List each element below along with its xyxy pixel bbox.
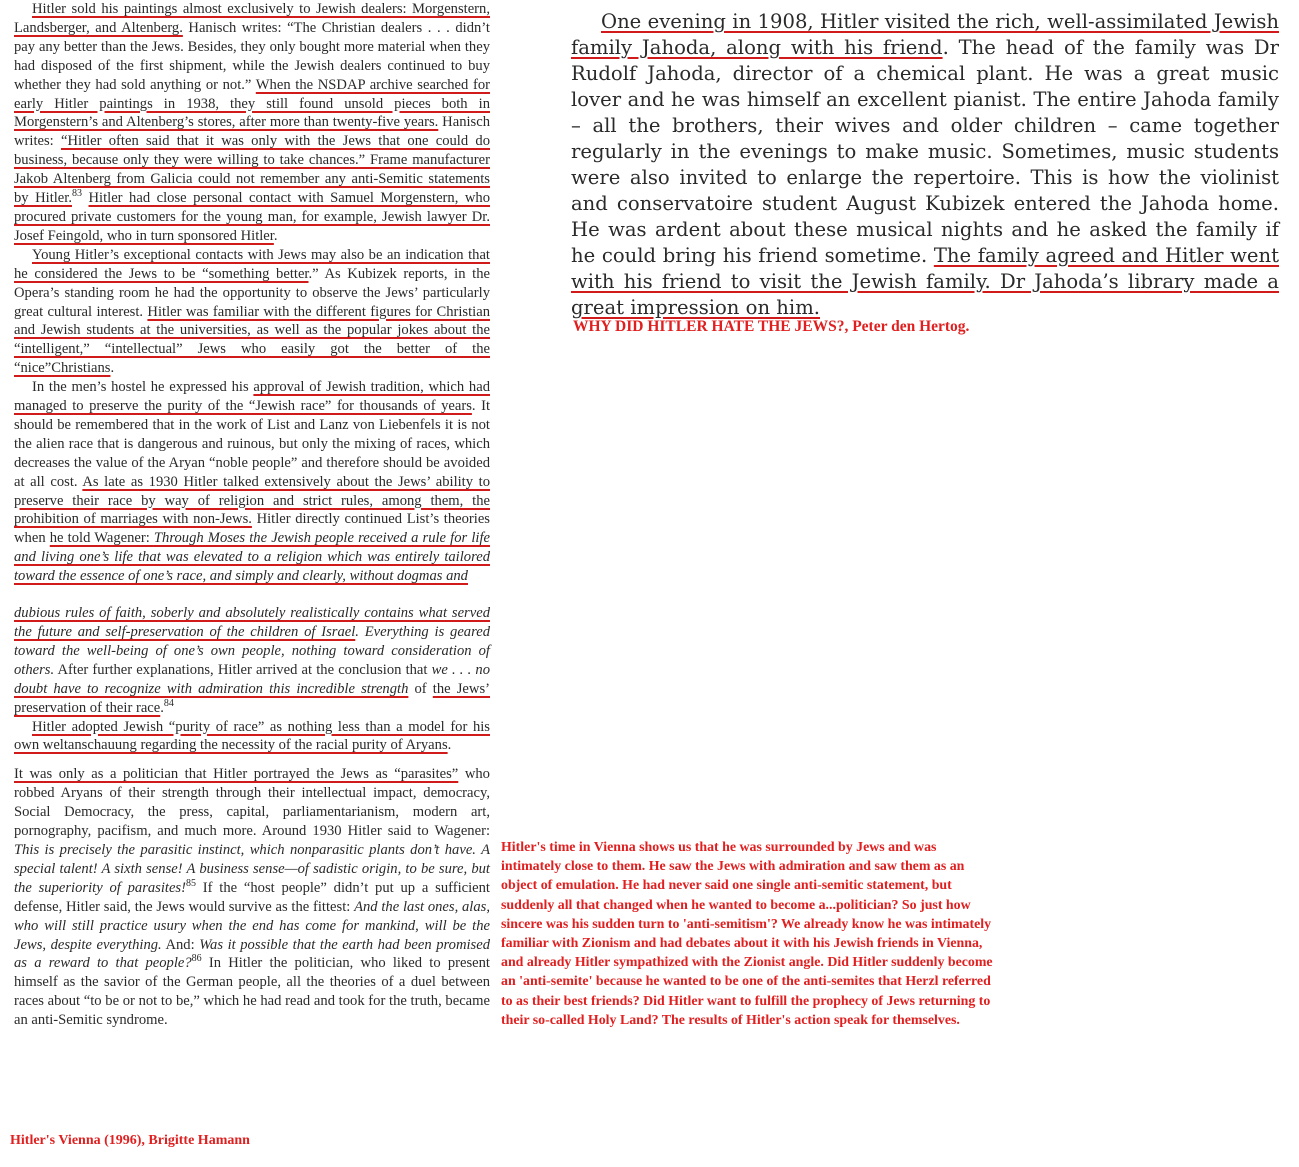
text: . It should be remembered that in the work of List and Lanz von Liebenfels it is not the alien race that is dangerous and ruinous, but only the mixing of races, which decreases the value of the Aryan “noble people” and therefore should be avoided at all cost.	[14, 398, 491, 490]
text: .	[447, 737, 452, 754]
page-break	[14, 586, 490, 604]
quote-text: we . . . no	[431, 661, 490, 678]
underlined-text: Hitler was familiar with the different figures for Christian and Jewish students at the universities, as well as the popular jokes about the “intelligent,” “intellectual” Jews who easily got the better of the “nice”Christians	[14, 303, 490, 377]
text: If the “host people” didn’t put up a sufficient defense, Hitler said, the Jews would survive as the fittest:	[14, 879, 490, 915]
footnote-ref: 84	[163, 697, 174, 709]
footnote-ref: 85	[185, 877, 196, 889]
underlined-text: When the NSDAP archive searched for early Hitler paintings in 1938, they still found unsold pieces both in Morgenstern’s and Altenberg’s stores, after more than twenty-five years.	[14, 76, 490, 131]
book-excerpt-right	[571, 9, 1279, 321]
footnote-ref: 86	[191, 953, 202, 965]
text: .	[110, 360, 115, 377]
paragraph-contacts	[14, 246, 490, 378]
underlined-text: One evening in 1908, Hitler visited the rich, well-assimilated Jewish family Jahoda, along with his friend	[571, 10, 1279, 59]
underlined-text: Hitler had close personal contact with Samuel Morgenstern, who procured private customers for the young man, for example, Jewish lawyer Dr. Josef Feingold, who in turn sponsored Hitler	[14, 190, 490, 244]
section-break	[14, 755, 490, 765]
underlined-text: he told Wagener:	[49, 530, 154, 547]
source-citation-hamann: Hitler's Vienna (1996), Brigitte Hamann	[10, 1133, 250, 1148]
commentary-text: Hitler's time in Vienna shows us that he was surrounded by Jews and was intimately close to them. He saw the Jews with admiration and saw them as an object of emulation. He had never said one single anti-semitic statement, but suddenly all that changed when he wanted to become a...politician? So just how sincere was his sudden turn to 'anti-semitism'? We already know he was intimately familiar with Zionism and had debates about it with his Jewish friends in Vienna, and already Hitler sympathized with the Zionist angle. Did Hitler suddenly become an 'anti-semite' because he wanted to be one of the anti-semites that Herzl referred to as their best friends? Did Hitler want to fulfill the prophecy of Jews returning to their so-called Holy Land? The results of Hitler's action speak for themselves.	[501, 840, 993, 1028]
underlined-quote: dubious rules of faith, soberly and absolutely realistically contains what served the future and self-preservation of the children of Israel	[14, 605, 490, 640]
text: .	[273, 227, 278, 244]
paragraph-dealers	[14, 0, 490, 246]
quote-text: . Everything is geared toward the well-being of one’s own people, nothing toward consideration of others.	[14, 624, 491, 678]
quote-text: Was it possible that the earth had been promised as a reward to that people?	[14, 936, 491, 972]
quote-text: This is precisely the parasitic instinct, which nonparasitic plants don’t have. A special talent! A sixth sense! A business sense—of sadistic origin, to be sure, but the superiority of parasites!	[14, 841, 490, 896]
text: Hanisch writes:	[14, 114, 490, 150]
underlined-text: Young Hitler’s exceptional contacts with Jews may also be an indication that he considered the Jews to be “something better	[14, 246, 490, 282]
text: In the men’s hostel he expressed his	[32, 379, 254, 396]
text: who robbed Aryans of their strength through their intellectual impact, democracy, Social Democracy, the press, capital, parliamentarianism, modern art, pornography, pacifism, and much more. Around 1930 Hitler said to Wagener:	[14, 766, 490, 840]
source-citation-den-hertog: WHY DID HITLER HATE THE JEWS?, Peter den Hertog.	[573, 318, 970, 335]
text: And:	[161, 936, 200, 953]
quote-text: And the last ones, alas, who will still practice usury when the end has come for mankind, will be the Jews, despite everything.	[14, 898, 490, 953]
underlined-text: “Hitler often said that it was only with the Jews that one could do business, because only they were willing to take chances.” Frame manufacturer Jakob Altenberg from Galicia could not remember any anti-Semitic statements by Hitler.	[14, 133, 490, 207]
text: .	[160, 699, 164, 716]
underlined-text: approval of Jewish tradition, which had managed to preserve the purity of the “Jewish race” for thousands of years	[14, 379, 490, 415]
text: Hanisch writes: “The Christian dealers . . . didn’t pay any better than the Jews. Besides, they only bought more material when they had disposed of the first shipment, while the Jewish dealers continued to buy whether they had sold anything or not.”	[14, 19, 490, 93]
underlined-text: Hitler sold his paintings almost exclusively to Jewish dealers: Morgenstern, Landsberger, and Altenberg.	[14, 1, 490, 36]
underlined-quote: Through Moses the Jewish people received a rule for life and living one’s life that was elevated to a religion which was entirely tailored toward the essence of one’s race, and simply and clearly, without dogmas and	[14, 530, 490, 585]
paragraph-quote-continued	[14, 604, 490, 717]
text: of	[408, 680, 433, 697]
text: In Hitler the politician, who liked to present himself as the savior of the German people, all the theories of a duel between races about “to be or not to be,” which he had read and took for the truth, became an anti-Semitic syndrome.	[14, 955, 490, 1029]
underlined-text: It was only as a politician that Hitler portrayed the Jews as “parasites”	[14, 766, 459, 783]
underlined-text: The family agreed and Hitler went with his friend to visit the Jewish family. Dr Jahoda’s library made a great impression on him.	[571, 244, 1279, 319]
paragraph-purity	[14, 718, 490, 756]
underlined-text: As late as 1930 Hitler talked extensively about the Jews’ ability to preserve their race by way of religion and strict rules, among them, the prohibition of marriages with non-Jews.	[14, 473, 491, 528]
text: . The head of the family was Dr Rudolf Jahoda, director of a chemical plant. He was a great music lover and he was himself an excellent pianist. The entire Jahoda family – all the brothers, their wives and older children – came together regularly in the evenings to make music. Sometimes, music students were also invited to enlarge the repertoire. This is how the violinist and conservatoire student August Kubizek entered the Jahoda home. He was ardent about these musical nights and he asked the family if he could bring his friend sometime.	[571, 36, 1280, 267]
footnote-ref: 83	[71, 188, 82, 200]
book-excerpt-left	[14, 0, 490, 1030]
text: .” As Kubizek reports, in the Opera’s standing room he had the opportunity to observe the Jews’ particularly great cultural interest.	[14, 265, 490, 320]
text: After further explanations, Hitler arrived at the conclusion that	[54, 661, 432, 678]
paragraph-tradition	[14, 378, 490, 586]
underlined-quote: doubt have to recognize with admiration this incredible strength	[14, 680, 409, 697]
underlined-text: Hitler adopted Jewish “purity of race” as nothing less than a model for his own weltanschauung regarding the necessity of the racial purity of Aryans	[14, 718, 490, 754]
paragraph-politician	[14, 765, 490, 1030]
underlined-text: the Jews’ preservation of their race	[14, 680, 490, 716]
text: Hitler directly continued List’s theories when	[14, 511, 490, 547]
